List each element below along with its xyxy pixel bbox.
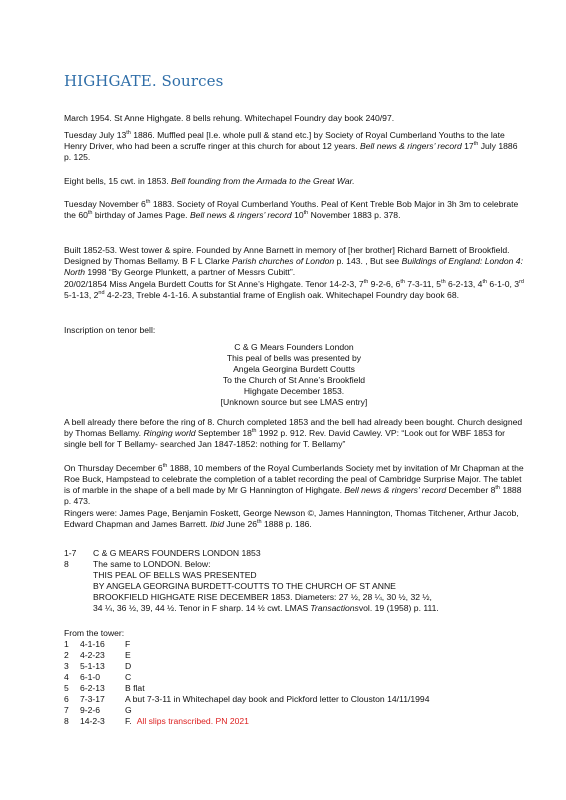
list-item: 8 The same to LONDON. Below: [64, 559, 211, 569]
inscription-line: Angela Georgina Burdett Coutts [233, 364, 355, 374]
paragraph-5: Built 1852-53. West tower & spire. Founded by Anne Barnett in memory of [her brother] Richard Barnett of Brookfield. Designed by Thomas Bellamy. B F L Clarke Parish churches of London p. 143. , But see Buildings of England: London 4: North 1998 “By George Plunkett, a partner of Messrs Cubitt”. [64, 245, 523, 277]
list-item-line: BROOKFIELD HIGHGATE RISE DECEMBER 1853. Diameters: 27 ½, 28 ¼, 30 ½, 32 ½, [93, 592, 432, 602]
table-row: 4 6-1-0 C [64, 672, 132, 682]
inscription-line: Highgate December 1853. [243, 386, 345, 396]
tower-label: From the tower: [64, 628, 125, 638]
list-item-line: THIS PEAL OF BELLS WAS PRESENTED [93, 570, 257, 580]
paragraph-4: Tuesday November 6th 1883. Society of Royal Cumberland Youths. Peal of Kent Treble Bob Major in 3h 3m to celebrate the 60th birthday of James Page. Bell news & ringers’ record 10th November 1883 p. 378. [64, 199, 519, 220]
inscription-label: Inscription on tenor bell: [64, 325, 156, 335]
table-row: 3 5-1-13 D [64, 661, 132, 671]
list-item-line: 34 ¼, 36 ½, 39, 44 ½. Tenor in F sharp. 14 ½ cwt. LMAS Transactions vol. 19 (1958) p. 111. [93, 603, 439, 613]
table-row: 2 4-2-23 E [64, 650, 131, 660]
table-row: 6 7-3-17 A but 7-3-11 in Whitechapel day book and Pickford letter to Clouston 14/11/1994 [64, 694, 430, 704]
list-item-line: BY ANGELA GEORGINA BURDETT-COUTTS TO THE CHURCH OF ST ANNE [93, 581, 396, 591]
paragraph-6: 20/02/1854 Miss Angela Burdett Coutts for St Anne’s Highgate. Tenor 14-2-3, 7th 9-2-6, 6th 7-3-11, 5th 6-2-13, 4th 6-1-0, 3rd 5-1-13, 2nd 4-2-23, Treble 4-1-16. A substantial frame of English oak. Whitechapel Foundry day book 68. [64, 279, 524, 300]
table-row: 5 6-2-13 B flat [64, 683, 145, 693]
table-row: 1 4-1-16 F [64, 639, 131, 649]
table-row: 8 14-2-3 F. All slips transcribed. PN 2021 [64, 716, 249, 726]
paragraph-8: On Thursday December 6th 1888, 10 members of the Royal Cumberlands Society met by invitation of Mr Chapman at the Roe Buck, Hampstead to celebrate the completion of a tablet recording the peal of Cambridge Surprise Major. The tablet is of marble in the shape of a bell made by Mr G Hannington of Highgate. Bell news & ringers’ record December 8th 1888 p. 473. [64, 463, 524, 506]
tower-table [64, 639, 429, 727]
paragraph-7: A bell already there before the ring of 8. Church completed 1853 and the bell had already been bought. Church designed by Thomas Bellamy. Ringing world September 18th 1992 p. 912. Rev. David Cawley. VP: “Look out for WBF 1853 for single bell for T Bellamy- searched Jan 1847-1852: nothing for T. Bellamy” [64, 417, 523, 449]
inscription-line: [Unknown source but see LMAS entry] [220, 397, 368, 407]
paragraph-3: Eight bells, 15 cwt. in 1853. Bell founding from the Armada to the Great War. [64, 176, 355, 186]
inscription-list [64, 548, 524, 614]
paragraph-2: Tuesday July 13th 1886. Muffled peal [I.e. whole pull & stand etc.] by Society of Royal Cumberland Youths to the late Henry Driver, who had been a scruffe ringer at this church for about 12 years. Bell news & ringers’ record 17th July 1886 p. 125. [64, 130, 518, 162]
inscription-line: This peal of bells was presented by [226, 353, 362, 363]
inscription-line: To the Church of St Anne’s Brookfield [222, 375, 366, 385]
paragraph-9: Ringers were: James Page, Benjamin Foskett, George Newson ©, James Hannington, Thomas Titchener, Arthur Jacob, Edward Chapman and James Barrett. Ibid June 26th 1888 p. 186. [64, 508, 519, 529]
page-title: HIGHGATE. Sources [64, 72, 224, 90]
inscription-block [64, 342, 524, 408]
list-item: 1-7 C & G MEARS FOUNDERS LONDON 1853 [64, 548, 261, 558]
paragraph-1: March 1954. St Anne Highgate. 8 bells rehung. Whitechapel Foundry day book 240/97. [64, 113, 395, 123]
inscription-line: C & G Mears Founders London [234, 342, 354, 352]
transcription-note: All slips transcribed. PN 2021 [136, 716, 249, 726]
table-row: 7 9-2-6 G [64, 705, 132, 715]
